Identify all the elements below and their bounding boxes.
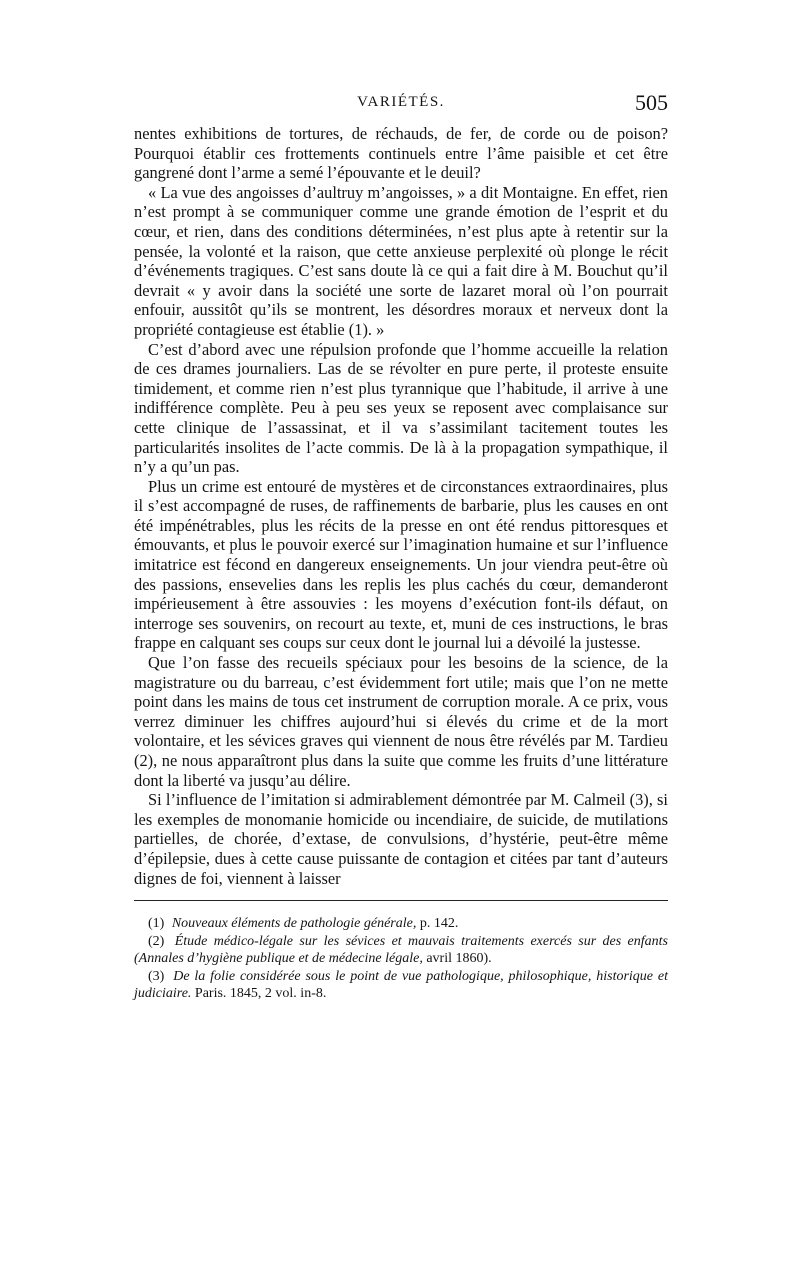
paragraph-2: « La vue des angoisses d’aultruy m’angoisses, » a dit Montaigne. En effet, rien n’est prompt à se communiquer comme une grande émotion de l’esprit et du cœur, et rien, dans des conditions déterminées, n’est plus apte à retentir sur la pensée, la volonté et la raison, que cette anxieuse perplexité où plonge le récit d’événements tragiques. C’est sans doute là ce qui a fait dire à M. Bouchut qu’il devrait « y avoir dans la société une sorte de lazaret moral où l’on pourrait enfouir, aussitôt qu’ils se montrent, les désordres moraux et nerveux dont la propriété contagieuse est établie (1). » bbox=[134, 182, 668, 339]
page-number: 505 bbox=[635, 90, 668, 115]
footnote-details: avril 1860). bbox=[426, 951, 492, 967]
body-text bbox=[134, 124, 668, 888]
footnote-3 bbox=[134, 968, 668, 1003]
footnote-divider bbox=[134, 900, 668, 901]
paragraph-1: nentes exhibitions de tortures, de réchauds, de fer, de corde ou de poison? Pourquoi établir ces frottements continuels entre l’âme paisible et cet être gangrené dont l’arme a semé l’épouvante et le deuil? bbox=[134, 124, 668, 183]
footnotes bbox=[134, 915, 668, 1003]
paragraph-5: Que l’on fasse des recueils spéciaux pour les besoins de la science, de la magistrature ou du barreau, c’est évidemment fort utile; mais que l’on ne mette point dans les mains de tous cet instrument de corruption morale. A ce prix, vous verrez diminuer les chiffres aujourd’hui si élevés du crime et de la mort volontaire, et les sévices graves qui viennent de nous être révélés par M. Tardieu (2), ne nous apparaîtront plus dans la suite que comme les fruits d’une littérature dont la liberté va jusqu’au délire. bbox=[134, 653, 668, 790]
running-title: VARIÉTÉS. bbox=[357, 94, 445, 110]
book-page bbox=[134, 90, 668, 1003]
footnote-number: (2) bbox=[148, 933, 165, 949]
footnote-number: (3) bbox=[148, 968, 165, 984]
footnote-details: Paris. 1845, 2 vol. in-8. bbox=[194, 986, 327, 1002]
footnote-details: p. 142. bbox=[419, 916, 459, 932]
footnote-2 bbox=[134, 933, 668, 968]
paragraph-3: C’est d’abord avec une répulsion profonde que l’homme accueille la relation de ces drames journaliers. Las de se révolter en pure perte, il proteste ensuite timidement, et comme rien n’est plus tyrannique que l’habitude, il arrive à une indifférence complète. Peu à peu ses yeux se reposent avec complaisance sur cette clinique de l’assassinat, et il va s’assimilant tacitement toutes les particularités insolites de l’acte commis. De là à la propagation sympathique, il n’y a qu’un pas. bbox=[134, 339, 668, 477]
paragraph-6: Si l’influence de l’imitation si admirablement démontrée par M. Calmeil (3), si les exemples de monomanie homicide ou incendiaire, de suicide, de mutilations partielles, de chorée, d’extase, de convulsions, d’hystérie, peut-être même d’épilepsie, dues à cette cause puissante de contagion et citées par tant d’auteurs dignes de foi, viennent à laisser bbox=[134, 790, 668, 888]
footnote-number: (1) bbox=[148, 916, 165, 932]
footnote-title: Nouveaux éléments de pathologie générale, bbox=[171, 916, 417, 932]
footnote-title: De la folie considérée sous le point de vue pathologique, philosophique, historique et judiciaire. bbox=[134, 968, 669, 1002]
footnote-title: Étude médico-légale sur les sévices et mauvais traitements exercés sur des enfants (Annales d’hygiène publique et de médecine légale, bbox=[134, 933, 669, 967]
footnote-1 bbox=[134, 915, 668, 933]
running-head bbox=[134, 90, 668, 124]
paragraph-4: Plus un crime est entouré de mystères et de circonstances extraordinaires, plus il s’est accompagné de ruses, de raffinements de barbarie, plus les causes en ont été impénétrables, plus les récits de la presse en ont été rendus pittoresques et émouvants, et plus le pouvoir exercé sur l’imagination humaine et sur l’influence imitatrice est fécond en dangereux enseignements. Un jour viendra peut-être où des passions, ensevelies dans les replis les plus cachés du cœur, demanderont impérieusement à être assouvies : les moyens d’exécution font-ils défaut, on interroge ses souvenirs, on recourt au texte, et, muni de ces instructions, le bras frappe en calquant ses coups sur ceux dont le journal lui a dévoilé la justesse. bbox=[134, 476, 668, 653]
